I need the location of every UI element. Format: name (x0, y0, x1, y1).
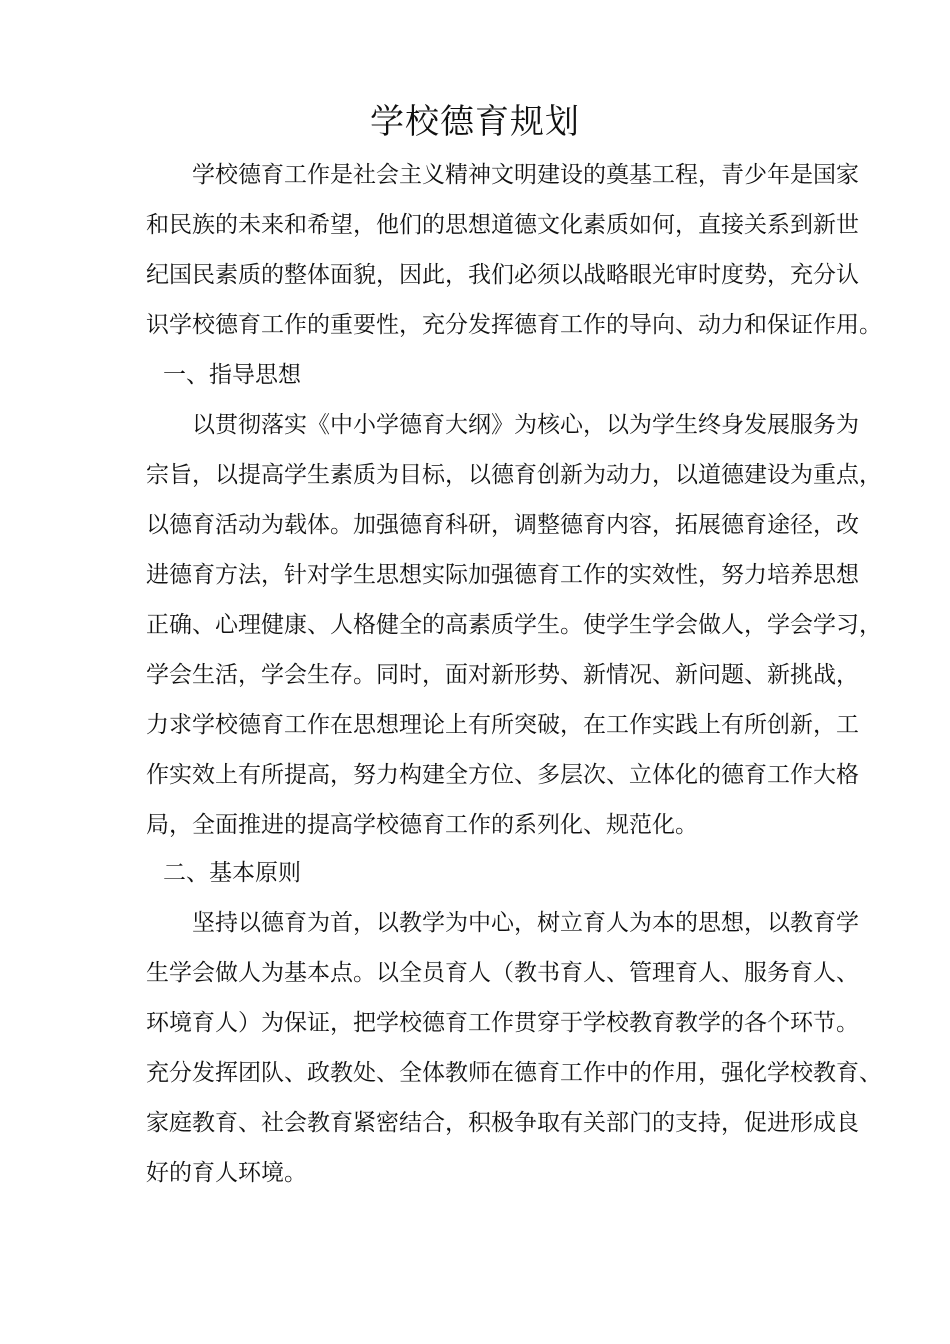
section-heading-basic-principles: 二、基本原则 (163, 860, 301, 886)
document-title: 学校德育规划 (370, 102, 580, 142)
section1-line: 力求学校德育工作在思想理论上有所突破，在工作实践上有所创新，工 (146, 712, 859, 738)
intro-line: 和民族的未来和希望，他们的思想道德文化素质如何，直接关系到新世 (146, 212, 859, 238)
section1-line: 作实效上有所提高，努力构建全方位、多层次、立体化的德育工作大格 (146, 762, 859, 788)
section-heading-guiding-ideology: 一、指导思想 (163, 362, 301, 388)
section1-line: 进德育方法，针对学生思想实际加强德育工作的实效性，努力培养思想 (146, 562, 859, 588)
section1-line: 以贯彻落实《中小学德育大纲》为核心，以为学生终身发展服务为 (146, 412, 859, 438)
section1-line: 宗旨，以提高学生素质为目标，以德育创新为动力，以道德建设为重点， (146, 462, 882, 488)
section2-line: 生学会做人为基本点。以全员育人（教书育人、管理育人、服务育人、 (146, 960, 859, 986)
section2-line: 好的育人环境。 (146, 1160, 307, 1186)
intro-line: 识学校德育工作的重要性，充分发挥德育工作的导向、动力和保证作用。 (146, 312, 882, 338)
intro-line: 学校德育工作是社会主义精神文明建设的奠基工程，青少年是国家 (146, 162, 859, 188)
section1-line: 局，全面推进的提高学校德育工作的系列化、规范化。 (146, 812, 698, 838)
section2-line: 坚持以德育为首，以教学为中心，树立育人为本的思想，以教育学 (146, 910, 859, 936)
section2-line: 环境育人）为保证，把学校德育工作贯穿于学校教育教学的各个环节。 (146, 1010, 859, 1036)
section1-line: 以德育活动为载体。加强德育科研，调整德育内容，拓展德育途径，改 (146, 512, 859, 538)
section1-line: 正确、心理健康、人格健全的高素质学生。使学生学会做人，学会学习， (146, 612, 882, 638)
section2-line: 家庭教育、社会教育紧密结合，积极争取有关部门的支持，促进形成良 (146, 1110, 859, 1136)
section1-line: 学会生活，学会生存。同时，面对新形势、新情况、新问题、新挑战， (146, 662, 859, 688)
section2-line: 充分发挥团队、政教处、全体教师在德育工作中的作用，强化学校教育、 (146, 1060, 882, 1086)
intro-line: 纪国民素质的整体面貌，因此，我们必须以战略眼光审时度势，充分认 (146, 262, 859, 288)
